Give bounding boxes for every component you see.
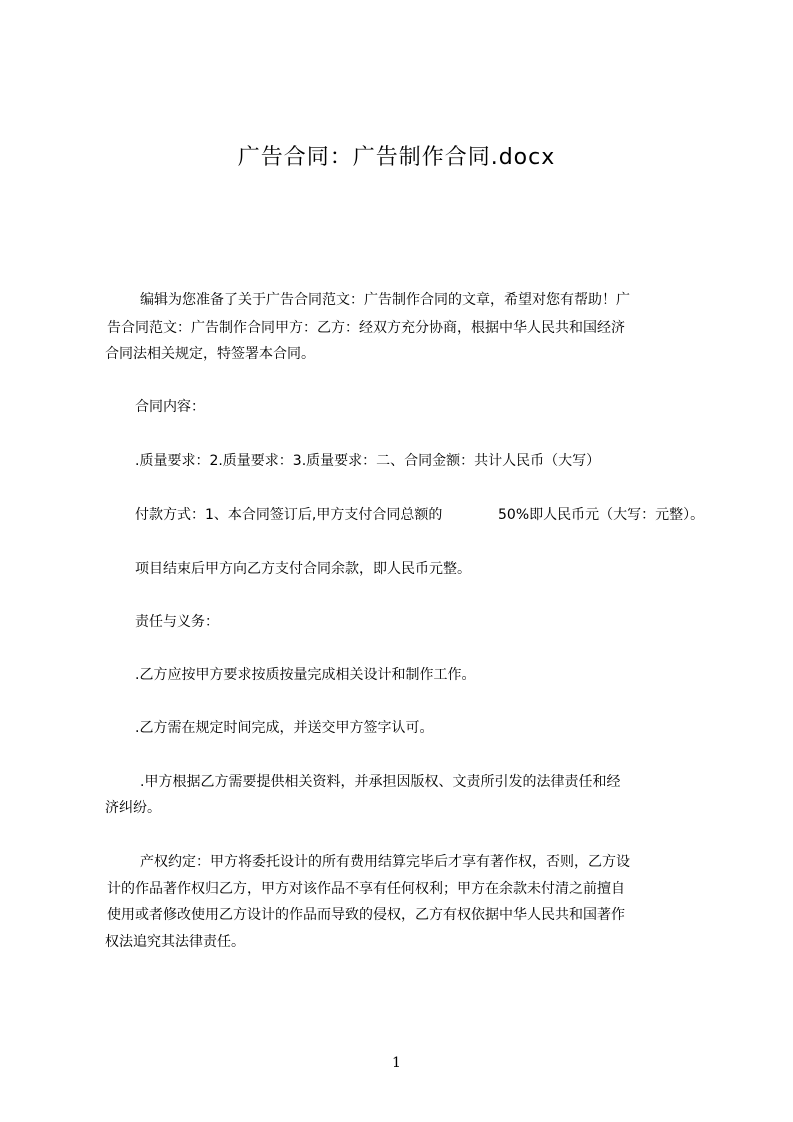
payment-terms-line-part1: 付款方式：1、本合同签订后,甲方支付合同总额的 bbox=[135, 507, 443, 523]
quality-requirements-line: .质量要求：2.质量要求：3.质量要求：二、合同金额：共计人民币（大写） bbox=[135, 453, 601, 469]
duty-item-3-line-2: 济纠纷。 bbox=[105, 800, 161, 816]
duty-item-2: .乙方需在规定时间完成，并送交甲方签字认可。 bbox=[135, 720, 434, 736]
duty-item-1: .乙方应按甲方要求按质按量完成相关设计和制作工作。 bbox=[135, 667, 476, 683]
copyright-line-3: 使用或者修改使用乙方设计的作品而导致的侵权，乙方有权依据中华人民共和国著作 bbox=[107, 907, 625, 923]
document-title: 广告合同：广告制作合同.docx bbox=[237, 145, 556, 170]
duties-heading: 责任与义务： bbox=[135, 614, 219, 630]
copyright-line-4: 权法追究其法律责任。 bbox=[105, 934, 245, 950]
payment-terms-line-part2: 50%即人民币元（大写：元整）。 bbox=[498, 507, 705, 523]
intro-line-2: 告合同范文：广告制作合同甲方：乙方：经双方充分协商，根据中华人民共和国经济 bbox=[107, 320, 625, 336]
intro-line-3: 合同法相关规定，特签署本合同。 bbox=[105, 346, 315, 362]
contract-content-heading: 合同内容： bbox=[135, 399, 205, 415]
intro-line-1: 编辑为您准备了关于广告合同范文：广告制作合同的文章，希望对您有帮助！广 bbox=[140, 292, 630, 308]
copyright-line-1: 产权约定：甲方将委托设计的所有费用结算完毕后才享有著作权，否则，乙方设 bbox=[140, 854, 630, 870]
page-number: 1 bbox=[392, 1055, 401, 1071]
duty-item-3-line-1: .甲方根据乙方需要提供相关资料，并承担因版权、文责所引发的法律责任和经 bbox=[140, 774, 621, 790]
copyright-line-2: 计的作品著作权归乙方，甲方对该作品不享有任何权利；甲方在余款未付清之前擅自 bbox=[107, 881, 625, 897]
final-payment-line: 项目结束后甲方向乙方支付合同余款，即人民币元整。 bbox=[135, 561, 471, 577]
